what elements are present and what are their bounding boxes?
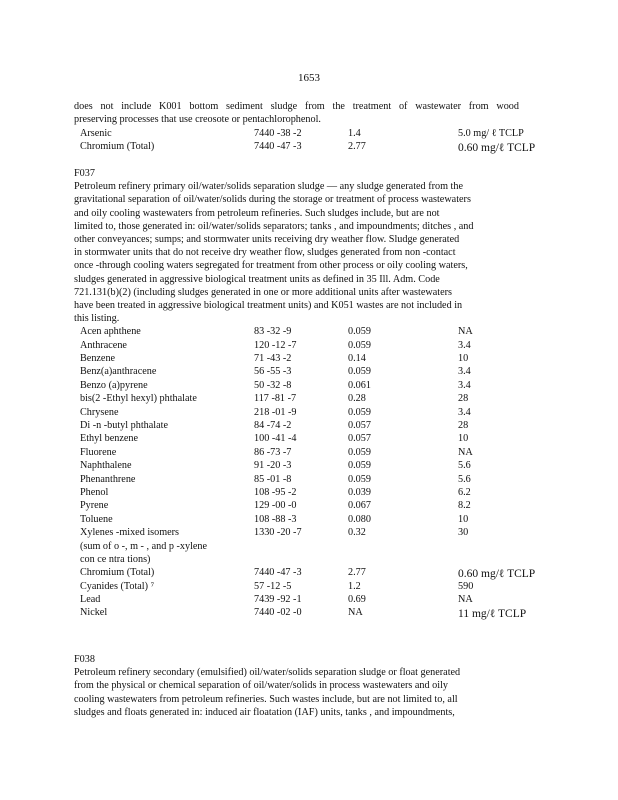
text-line: Petroleum refinery primary oil/water/solids separation sludge — any sludge generated from the [74, 181, 463, 193]
nonwastewater-standard: 5.6 [458, 473, 471, 485]
text-line: sludges generated in aggressive biological treatment units as defined in 35 Ill. Adm. Code [74, 273, 440, 285]
table-row [74, 607, 554, 620]
cas-number: 7440 -47 -3 [254, 567, 302, 579]
table-row [74, 380, 554, 393]
constituent-name: Fluorene [80, 446, 117, 458]
text-line: have been treated in aggressive biological treatment units) and K051 wastes are not included in [74, 299, 463, 311]
nonwastewater-standard: 28 [458, 393, 469, 405]
cas-number: 7440 -47 -3 [254, 141, 302, 153]
f038-code: F038 [74, 654, 95, 665]
cas-number: 1330 -20 -7 [254, 527, 302, 539]
constituent-name: Chromium (Total) [80, 141, 155, 153]
wastewater-standard: 0.28 [348, 393, 366, 405]
nonwastewater-standard: 0.60 mg/ℓ TCLP [458, 142, 536, 155]
nonwastewater-standard: 10 [458, 353, 469, 365]
intro-line: preserving processes that use creosote or pentachlorophenol. [74, 114, 321, 126]
intro-paragraph [74, 101, 554, 127]
constituent-name: Lead [80, 594, 101, 606]
table-row [74, 554, 554, 567]
cas-number: 85 -01 -8 [254, 473, 292, 485]
wastewater-standard: 0.067 [348, 500, 371, 512]
page-number: 1653 [298, 72, 320, 84]
nonwastewater-standard: 10 [458, 433, 469, 445]
table-row [74, 433, 554, 446]
cas-number: 129 -00 -0 [254, 500, 297, 512]
cas-number: 84 -74 -2 [254, 419, 292, 431]
cas-number: 120 -12 -7 [254, 339, 297, 351]
cas-number: 91 -20 -3 [254, 460, 292, 472]
wastewater-standard: 2.77 [348, 141, 366, 153]
nonwastewater-standard: 5.0 mg/ ℓ TCLP [458, 128, 524, 139]
text-line: and oily cooling wastewaters from petroleum refineries. Such sludges include, but are not [74, 207, 440, 219]
cas-number: 71 -43 -2 [254, 353, 292, 365]
constituent-name: Benzo (a)pyrene [80, 379, 148, 391]
wastewater-standard: 0.059 [348, 460, 371, 472]
constituent-name: Acen aphthene [80, 326, 141, 338]
cas-number: 56 -55 -3 [254, 366, 292, 378]
cas-number: 117 -81 -7 [254, 393, 297, 405]
cas-number: 83 -32 -9 [254, 326, 292, 338]
table-row [74, 527, 554, 540]
constituent-name: Anthracene [80, 339, 127, 351]
nonwastewater-standard: 28 [458, 419, 469, 431]
f038-section [74, 654, 554, 720]
table-row [74, 407, 554, 420]
table-row [74, 594, 554, 607]
wastewater-standard: 0.080 [348, 513, 371, 525]
table-row [74, 474, 554, 487]
constituent-name: Xylenes -mixed isomers [80, 527, 180, 539]
wastewater-standard: 0.059 [348, 473, 371, 485]
intro-line: does not include K001 bottom sediment sludge from the treatment of wastewater from wood [74, 101, 519, 112]
nonwastewater-standard: 0.60 mg/ℓ TCLP [458, 568, 536, 581]
wastewater-standard: 0.059 [348, 446, 371, 458]
constituent-name: Pyrene [80, 500, 109, 512]
nonwastewater-standard: 8.2 [458, 500, 471, 512]
constituent-name: Chromium (Total) [80, 567, 155, 579]
f037-table [74, 326, 554, 621]
text-line: limited to, those generated in: oil/water/solids separators; tanks , and impoundments; ditches , and [74, 220, 474, 232]
cas-number: 108 -88 -3 [254, 513, 297, 525]
table-row [74, 541, 554, 554]
table-row [74, 366, 554, 379]
wastewater-standard: 0.059 [348, 339, 371, 351]
wastewater-standard: 0.061 [348, 379, 371, 391]
cas-number: 218 -01 -9 [254, 406, 297, 418]
cas-number: 108 -95 -2 [254, 486, 297, 498]
nonwastewater-standard: NA [458, 446, 473, 458]
cas-number: 57 -12 -5 [254, 580, 292, 592]
wastewater-standard: 1.2 [348, 580, 361, 592]
nonwastewater-standard: 590 [458, 580, 474, 592]
cas-number: 7440 -38 -2 [254, 128, 302, 139]
wastewater-standard: 0.32 [348, 527, 366, 539]
text-line: 721.131(b)(2) (including sludges generated in one or more additional units after wastewaters [74, 286, 452, 298]
wastewater-standard: 1.4 [348, 128, 361, 139]
table-row [74, 447, 554, 460]
table-row [74, 487, 554, 500]
cas-number: 7440 -02 -0 [254, 607, 302, 619]
constituent-name: Nickel [80, 607, 108, 619]
constituent-name: con ce ntra tions) [80, 553, 151, 565]
nonwastewater-standard: NA [458, 594, 473, 606]
f038-description [74, 667, 554, 720]
nonwastewater-standard: 5.6 [458, 460, 471, 472]
f037-section [74, 168, 554, 621]
text-line: in stormwater units that do not receive dry weather flow, sludges generated from non -contact [74, 247, 456, 259]
wastewater-standard: 0.057 [348, 433, 371, 445]
text-line: other conveyances; sumps; and stormwater units receiving dry weather flow. Sludge generated [74, 233, 460, 245]
cas-number: 7439 -92 -1 [254, 594, 302, 606]
constituent-name: Phenanthrene [80, 473, 136, 485]
table-row [74, 340, 554, 353]
wastewater-standard: NA [348, 607, 363, 619]
table-row [74, 326, 554, 339]
table-row [74, 500, 554, 513]
f037-description [74, 181, 554, 326]
table-row [74, 420, 554, 433]
text-line: from the physical or chemical separation of oil/water/solids in process wastewaters and oily [74, 680, 448, 692]
text-line: this listing. [74, 313, 120, 325]
text-line: Petroleum refinery secondary (emulsified) oil/water/solids separation sludge or float generated [74, 667, 461, 679]
table-row [74, 567, 554, 580]
constituent-name: (sum of o -, m - , and p -xylene [80, 540, 208, 552]
cas-number: 50 -32 -8 [254, 379, 292, 391]
table-row [74, 581, 554, 594]
wastewater-standard: 0.057 [348, 419, 371, 431]
table-row [74, 514, 554, 527]
table-row [74, 460, 554, 473]
wastewater-standard: 0.059 [348, 326, 371, 338]
constituent-name: Di -n -butyl phthalate [80, 419, 168, 431]
text-line: gravitational separation of oil/water/solids during the storage or treatment of process wastewaters [74, 194, 471, 206]
nonwastewater-standard: NA [458, 326, 473, 338]
constituent-name: Benz(a)anthracene [80, 366, 157, 378]
text-line: cooling wastewaters from petroleum refineries. Such wastes include, but are not limited to, all [74, 693, 458, 705]
constituent-name: Naphthalene [80, 460, 132, 472]
nonwastewater-standard: 10 [458, 513, 469, 525]
constituent-name: Chrysene [80, 406, 119, 418]
nonwastewater-standard: 30 [458, 527, 469, 539]
wastewater-standard: 0.14 [348, 353, 366, 365]
table-row [74, 393, 554, 406]
constituent-name: Ethyl benzene [80, 433, 138, 445]
nonwastewater-standard: 11 mg/ℓ TCLP [458, 608, 527, 621]
constituent-name: Arsenic [80, 128, 112, 139]
constituent-name: Phenol [80, 486, 109, 498]
nonwastewater-standard: 3.4 [458, 379, 471, 391]
nonwastewater-standard: 3.4 [458, 366, 471, 378]
nonwastewater-standard: 6.2 [458, 486, 471, 498]
wastewater-standard: 2.77 [348, 567, 366, 579]
nonwastewater-standard: 3.4 [458, 406, 471, 418]
wastewater-standard: 0.69 [348, 594, 366, 606]
table-row [74, 353, 554, 366]
constituent-name: bis(2 -Ethyl hexyl) phthalate [80, 393, 197, 405]
nonwastewater-standard: 3.4 [458, 339, 471, 351]
k001-table [74, 128, 554, 155]
constituent-name: Toluene [80, 513, 113, 525]
wastewater-standard: 0.059 [348, 406, 371, 418]
text-line: once -through cooling waters segregated for treatment from other process or oily cooling waters, [74, 260, 468, 272]
f037-code: F037 [74, 168, 95, 179]
table-row [74, 128, 554, 141]
table-row [74, 141, 554, 154]
cas-number: 86 -73 -7 [254, 446, 292, 458]
wastewater-standard: 0.059 [348, 366, 371, 378]
cas-number: 100 -41 -4 [254, 433, 297, 445]
wastewater-standard: 0.039 [348, 486, 371, 498]
constituent-name: Benzene [80, 353, 116, 365]
constituent-name: Cyanides (Total) ⁷ [80, 580, 155, 592]
text-line: sludges and floats generated in: induced air floatation (IAF) units, tanks , and impoundments, [74, 706, 455, 718]
